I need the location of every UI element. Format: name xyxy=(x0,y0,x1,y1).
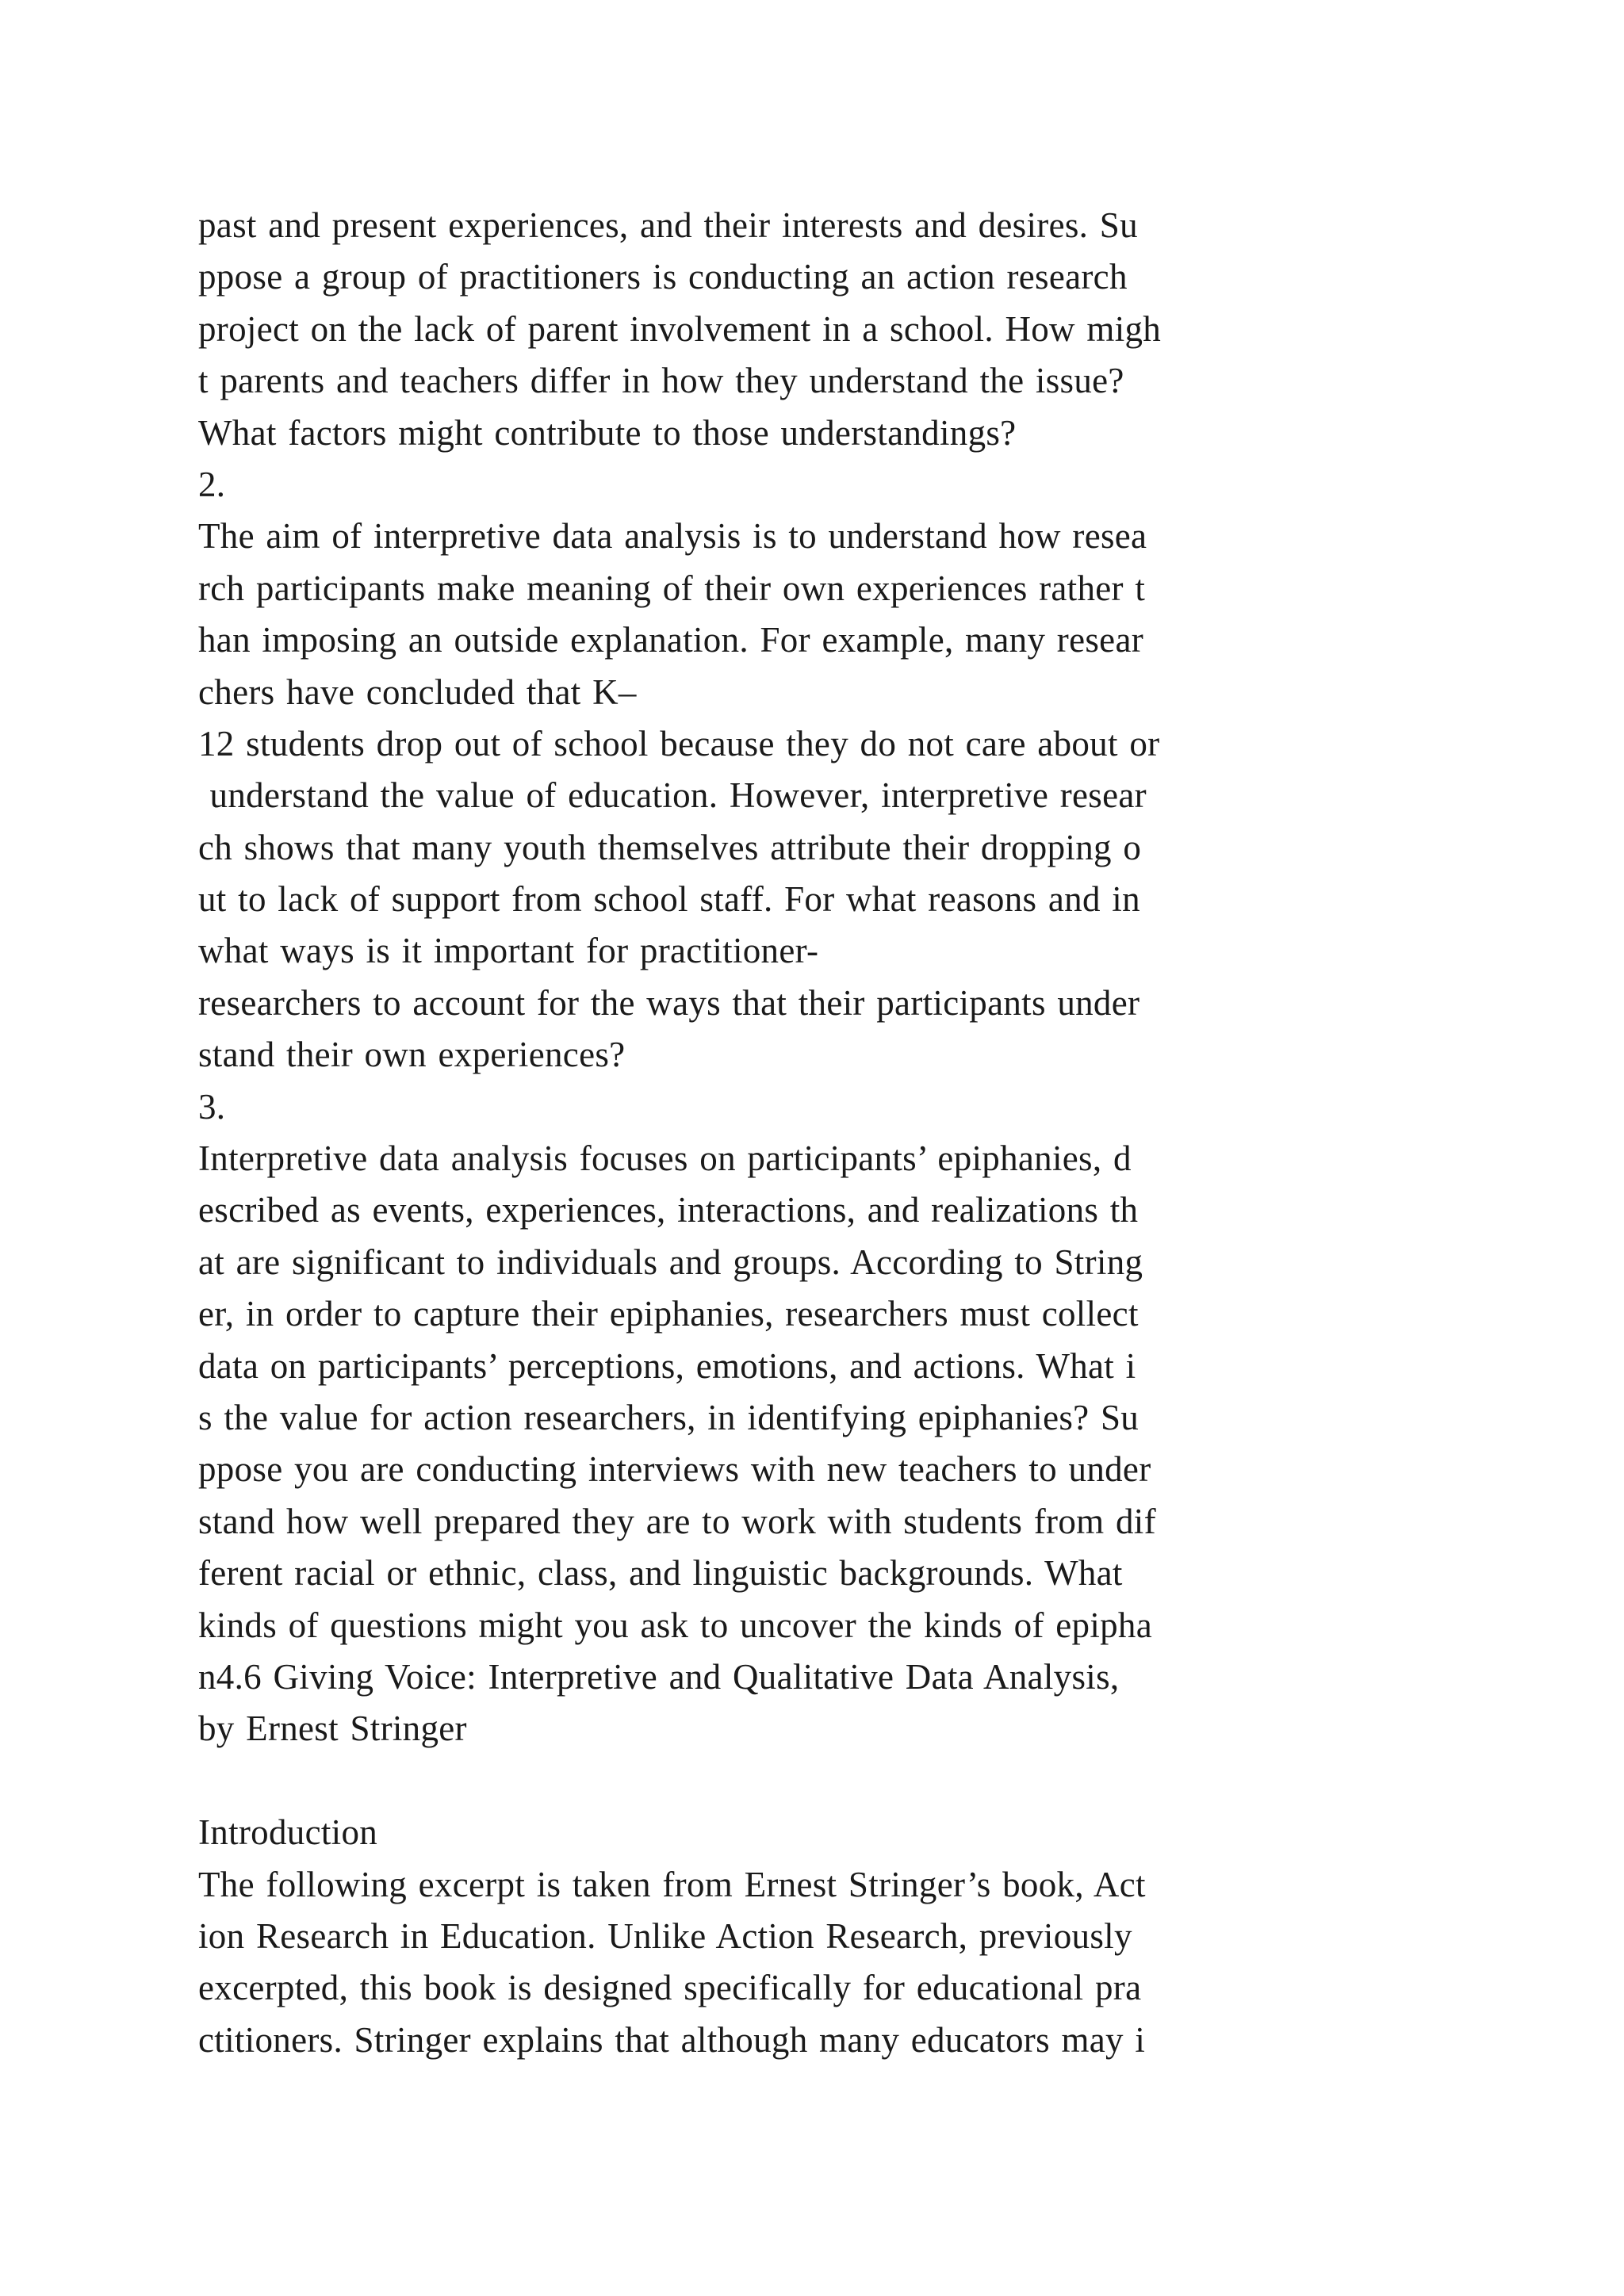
section-author-line: by Ernest Stringer xyxy=(198,1709,467,1749)
text-line: The following excerpt is taken from Ernest Stringer’s book, Act xyxy=(198,1864,1146,1904)
text-line: Interpretive data analysis focuses on participants’ epiphanies, d xyxy=(198,1138,1132,1179)
text-line: at are significant to individuals and groups. According to String xyxy=(198,1242,1143,1282)
text-line: ppose a group of practitioners is conducting an action research xyxy=(198,257,1128,297)
text-line: ferent racial or ethnic, class, and linguistic backgrounds. What xyxy=(198,1553,1123,1594)
text-line: 12 students drop out of school because they do not care about or xyxy=(198,723,1160,763)
text-line: t parents and teachers differ in how they understand the issue? xyxy=(198,361,1124,401)
subheading: Introduction xyxy=(198,1812,378,1853)
text-line: The aim of interpretive data analysis is to understand how resea xyxy=(198,516,1147,557)
text-line: ion Research in Education. Unlike Action Research, previously xyxy=(198,1915,1132,1956)
text-line: project on the lack of parent involvement in a school. How migh xyxy=(198,308,1162,349)
text-line: escribed as events, experiences, interactions, and realizations th xyxy=(198,1190,1139,1230)
text-line: ut to lack of support from school staff. For what reasons and in xyxy=(198,879,1140,920)
text-line: excerpted, this book is designed specifically for educational pra xyxy=(198,1968,1142,2008)
text-line: ch shows that many youth themselves attribute their dropping o xyxy=(198,827,1142,867)
text-line: what ways is it important for practitioner- xyxy=(198,931,819,971)
text-line: stand their own experiences? xyxy=(198,1035,626,1075)
text-line: understand the value of education. However, interpretive resear xyxy=(198,775,1147,816)
text-line: data on participants’ perceptions, emotions, and actions. What i xyxy=(198,1345,1136,1386)
text-line: What factors might contribute to those understandings? xyxy=(198,412,1017,453)
text-line: ppose you are conducting interviews with new teachers to under xyxy=(198,1449,1151,1490)
text-line: past and present experiences, and their interests and desires. Su xyxy=(198,205,1138,245)
item-number: 3. xyxy=(198,1086,226,1127)
text-line: chers have concluded that K– xyxy=(198,672,637,712)
text-line: ctitioners. Stringer explains that although many educators may i xyxy=(198,2019,1146,2060)
text-line: kinds of questions might you ask to uncover the kinds of epipha xyxy=(198,1605,1153,1645)
text-line: han imposing an outside explanation. For example, many resear xyxy=(198,620,1143,660)
text-line: stand how well prepared they are to work with students from dif xyxy=(198,1501,1156,1541)
item-number: 2. xyxy=(198,464,226,504)
body-text xyxy=(198,200,1435,2066)
text-line: researchers to account for the ways that their participants under xyxy=(198,982,1140,1023)
text-line: s the value for action researchers, in identifying epiphanies? Su xyxy=(198,1397,1139,1437)
text-line: er, in order to capture their epiphanies, researchers must collect xyxy=(198,1294,1139,1334)
text-line: rch participants make meaning of their own experiences rather t xyxy=(198,568,1146,608)
blank-line xyxy=(198,1755,1435,1807)
section-title-line: n4.6 Giving Voice: Interpretive and Qualitative Data Analysis, xyxy=(198,1656,1120,1697)
